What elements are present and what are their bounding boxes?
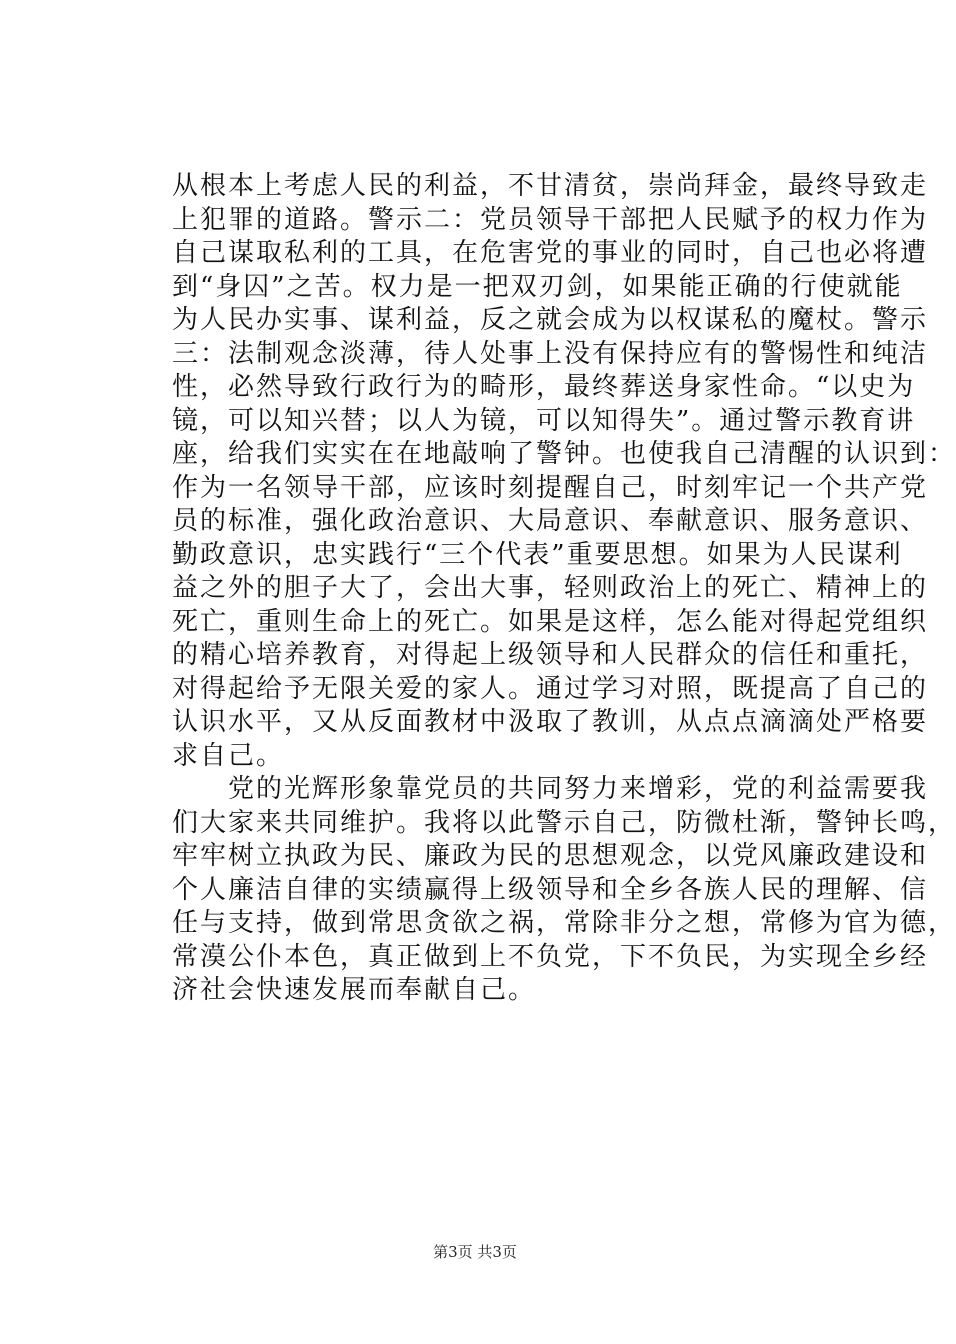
text-line: 个人廉洁自律的实绩赢得上级领导和全乡各族人民的理解、信 <box>172 874 929 905</box>
text-line: 的精心培养教育，对得起上级领导和人民群众的信任和重托， <box>172 640 929 670</box>
text-line: 上犯罪的道路。警示二：党员领导干部把人民赋予的权力作为 <box>172 204 929 235</box>
text-line: 济社会快速发展而奉献自己。 <box>172 975 537 1005</box>
text-line: 镜，可以知兴替；以人为镜，可以知得失”。通过警示教育讲 <box>172 405 916 436</box>
text-line: 为人民办实事、谋利益，反之就会成为以权谋私的魔杖。警示 <box>172 305 929 335</box>
text-line: 求自己。 <box>172 740 285 771</box>
text-line: 性，必然导致行政行为的畸形，最终葬送身家性命。“以史为 <box>172 372 916 402</box>
text-line: 常漠公仆本色，真正做到上不负党，下不负民，为实现全乡经 <box>172 941 929 972</box>
text-line: 自己谋取私利的工具，在危害党的事业的同时，自己也必将遭 <box>172 238 929 268</box>
text-line: 勤政意识，忠实践行“三个代表”重要思想。如果为人民谋利 <box>172 539 903 570</box>
page-number-footer: 第3页 共3页 <box>433 1243 517 1261</box>
text-line: 牢牢树立执政为民、廉政为民的思想观念，以党风廉政建设和 <box>172 841 929 871</box>
text-line: 益之外的胆子大了，会出大事，轻则政治上的死亡、精神上的 <box>172 573 929 603</box>
text-line: 到“身囚”之苦。权力是一把双刃剑，如果能正确的行使就能 <box>172 271 903 302</box>
text-line: 员的标准，强化政治意识、大局意识、奉献意识、服务意识、 <box>172 506 929 536</box>
text-line: 党的光辉形象靠党员的共同努力来增彩，党的利益需要我 <box>172 774 929 804</box>
text-line: 认识水平，又从反面教材中汲取了教训，从点点滴滴处严格要 <box>172 707 929 737</box>
text-line: 作为一名领导干部，应该时刻提醒自己，时刻牢记一个共产党 <box>172 472 929 503</box>
text-line: 座，给我们实实在在地敲响了警钟。也使我自己清醒的认识到： <box>172 439 956 469</box>
text-line: 对得起给予无限关爱的家人。通过学习对照，既提高了自己的 <box>172 673 929 704</box>
text-line: 死亡，重则生命上的死亡。如果是这样，怎么能对得起党组织 <box>172 606 929 637</box>
text-line: 任与支持，做到常思贪欲之祸，常除非分之想，常修为官为德， <box>172 908 956 938</box>
document-body <box>172 170 956 1008</box>
text-line: 们大家来共同维护。我将以此警示自己，防微杜渐，警钟长鸣， <box>172 807 956 838</box>
text-line: 从根本上考虑人民的利益，不甘清贫，崇尚拜金，最终导致走 <box>172 171 929 201</box>
text-line: 三：法制观念淡薄，待人处事上没有保持应有的警惕性和纯洁 <box>172 338 929 369</box>
